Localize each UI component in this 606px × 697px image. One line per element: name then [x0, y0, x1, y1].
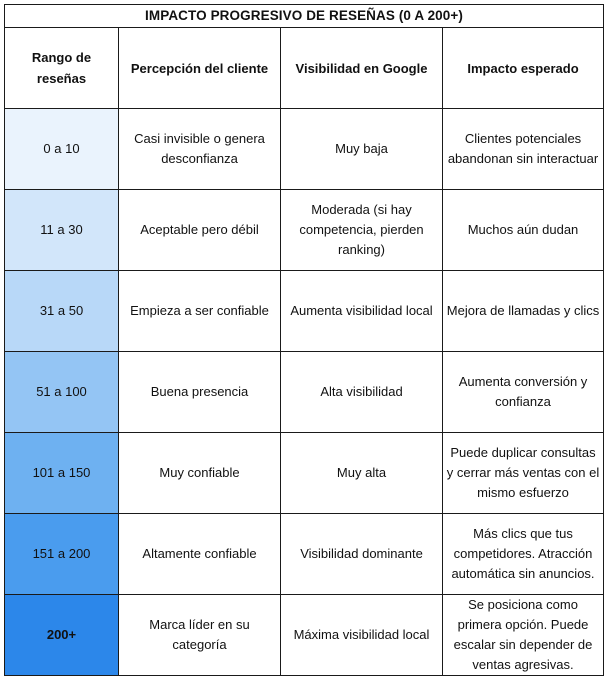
header-perception[interactable]: Percepción del cliente — [119, 28, 281, 109]
visibility-cell[interactable]: Moderada (si hay competencia, pierden ranking) — [281, 190, 443, 271]
perception-cell[interactable]: Muy confiable — [119, 433, 281, 514]
impact-cell[interactable]: Muchos aún dudan — [443, 190, 604, 271]
range-cell[interactable]: 0 a 10 — [5, 109, 119, 190]
perception-cell[interactable]: Altamente confiable — [119, 514, 281, 595]
visibility-cell[interactable]: Aumenta visibilidad local — [281, 271, 443, 352]
table-row — [5, 514, 604, 595]
range-cell[interactable]: 31 a 50 — [5, 271, 119, 352]
table-row — [5, 595, 604, 676]
table-title[interactable]: IMPACTO PROGRESIVO DE RESEÑAS (0 A 200+) — [5, 5, 604, 28]
visibility-cell[interactable]: Muy baja — [281, 109, 443, 190]
header-visibility[interactable]: Visibilidad en Google — [281, 28, 443, 109]
impact-cell[interactable]: Clientes potenciales abandonan sin interactuar — [443, 109, 604, 190]
table-row — [5, 190, 604, 271]
visibility-cell[interactable]: Alta visibilidad — [281, 352, 443, 433]
perception-cell[interactable]: Aceptable pero débil — [119, 190, 281, 271]
impact-cell[interactable]: Más clics que tus competidores. Atracción automática sin anuncios. — [443, 514, 604, 595]
impact-cell[interactable]: Mejora de llamadas y clics — [443, 271, 604, 352]
title-row — [5, 5, 604, 28]
reviews-impact-table — [4, 4, 604, 676]
range-cell[interactable]: 11 a 30 — [5, 190, 119, 271]
table-row — [5, 271, 604, 352]
impact-cell[interactable]: Puede duplicar consultas y cerrar más ventas con el mismo esfuerzo — [443, 433, 604, 514]
range-cell[interactable]: 101 a 150 — [5, 433, 119, 514]
perception-cell[interactable]: Empieza a ser confiable — [119, 271, 281, 352]
table-row — [5, 109, 604, 190]
impact-cell[interactable]: Aumenta conversión y confianza — [443, 352, 604, 433]
header-impact[interactable]: Impacto esperado — [443, 28, 604, 109]
range-cell[interactable]: 151 a 200 — [5, 514, 119, 595]
visibility-cell[interactable]: Máxima visibilidad local — [281, 595, 443, 676]
table-row — [5, 352, 604, 433]
perception-cell[interactable]: Marca líder en su categoría — [119, 595, 281, 676]
visibility-cell[interactable]: Muy alta — [281, 433, 443, 514]
range-cell[interactable]: 200+ — [5, 595, 119, 676]
table-row — [5, 433, 604, 514]
range-cell[interactable]: 51 a 100 — [5, 352, 119, 433]
perception-cell[interactable]: Casi invisible o genera desconfianza — [119, 109, 281, 190]
perception-cell[interactable]: Buena presencia — [119, 352, 281, 433]
visibility-cell[interactable]: Visibilidad dominante — [281, 514, 443, 595]
header-row — [5, 28, 604, 109]
impact-cell[interactable]: Se posiciona como primera opción. Puede escalar sin depender de ventas agresivas. — [443, 595, 604, 676]
header-range[interactable]: Rango de reseñas — [5, 28, 119, 109]
